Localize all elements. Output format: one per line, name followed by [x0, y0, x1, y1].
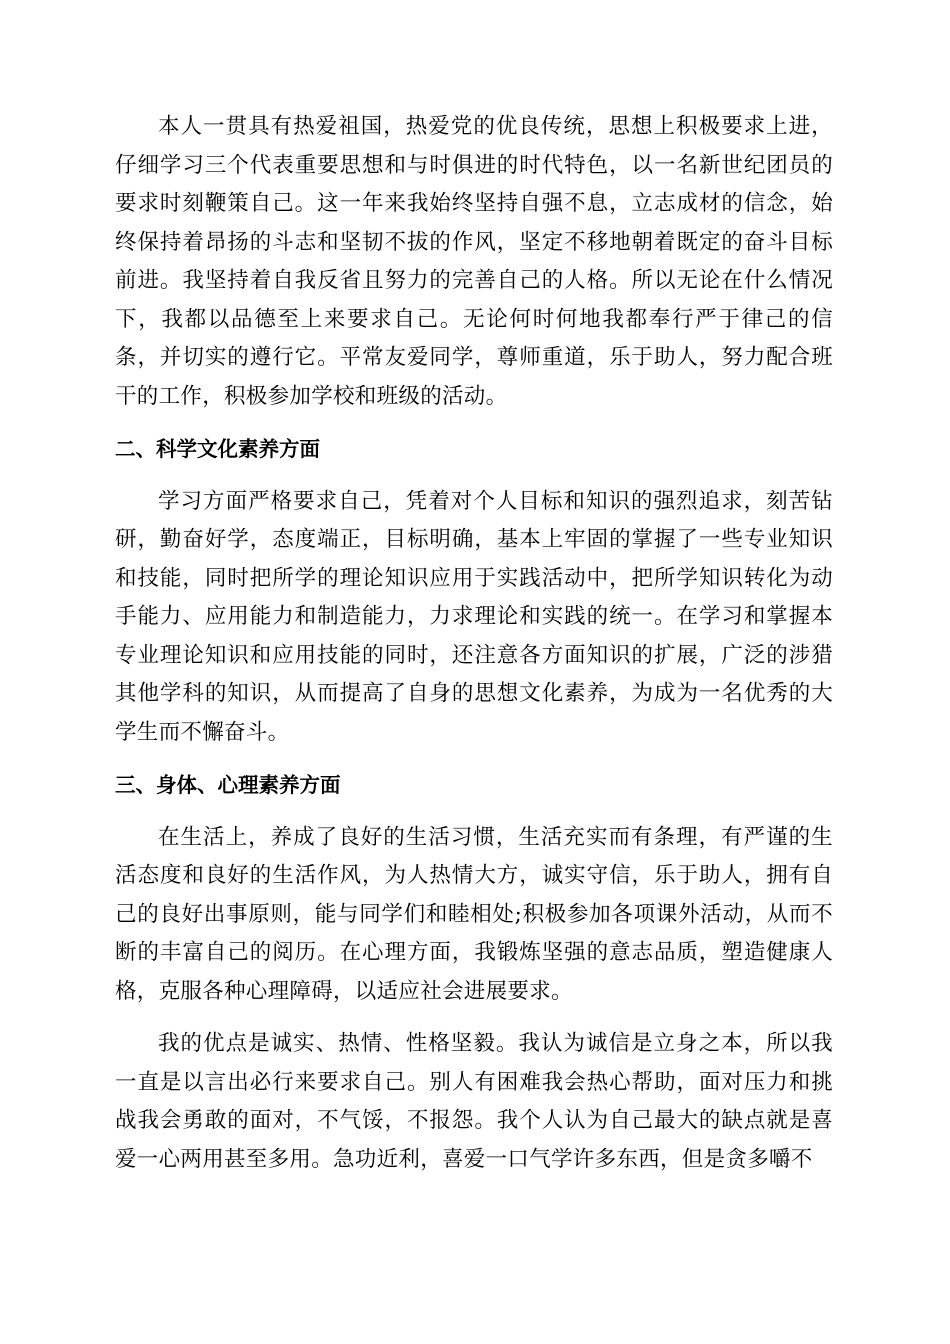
paragraph-strengths: 我的优点是诚实、热情、性格坚毅。我认为诚信是立身之本，所以我一直是以言出必行来要求自己。别人有困难我会热心帮助，面对压力和挑战我会勇敢的面对，不气馁，不报怨。我个人认为自己最大的缺点就是喜爱一心两用甚至多用。急功近利，喜爱一口气学许多东西，但是贪多嚼不	[115, 1031, 833, 1172]
spacer	[115, 805, 833, 819]
document-page	[115, 108, 833, 1179]
spacer	[115, 1011, 833, 1025]
spacer	[115, 752, 833, 766]
section-heading-science-culture: 二、科学文化素养方面	[115, 437, 320, 461]
spacer	[115, 416, 833, 430]
paragraph-study: 学习方面严格要求自己，凭着对个人目标和知识的强烈追求，刻苦钻研，勤奋好学，态度端正，目标明确，基本上牢固的掌握了一些专业知识和技能，同时把所学的理论知识应用于实践活动中，把所学知识转化为动手能力、应用能力和制造能力，力求理论和实践的统一。在学习和掌握本专业理论知识和应用技能的同时，还注意各方面知识的扩展，广泛的涉猎其他学科的知识，从而提高了自身的思想文化素养，为成为一名优秀的大学生而不懈奋斗。	[115, 488, 833, 745]
section-heading-body-mind: 三、身体、心理素养方面	[115, 773, 341, 797]
paragraph-moral: 本人一贯具有热爱祖国，热爱党的优良传统，思想上积极要求上进，仔细学习三个代表重要思想和与时俱进的时代特色，以一名新世纪团员的要求时刻鞭策自己。这一年来我始终坚持自强不息，立志成材的信念，始终保持着昂扬的斗志和坚韧不拔的作风，坚定不移地朝着既定的奋斗目标前进。我坚持着自我反省且努力的完善自己的人格。所以无论在什么情况下，我都以品德至上来要求自己。无论何时何地我都奉行严于律己的信条，并切实的遵行它。平常友爱同学，尊师重道，乐于助人，努力配合班干的工作，积极参加学校和班级的活动。	[115, 114, 833, 409]
paragraph-life: 在生活上，养成了良好的生活习惯，生活充实而有条理，有严谨的生活态度和良好的生活作风，为人热情大方，诚实守信，乐于助人，拥有自己的良好出事原则，能与同学们和睦相处;积极参加各项课外活动，从而不断的丰富自己的阅历。在心理方面，我锻炼坚强的意志品质，塑造健康人格，克服各种心理障碍，以适应社会进展要求。	[115, 824, 833, 1004]
spacer	[115, 469, 833, 483]
